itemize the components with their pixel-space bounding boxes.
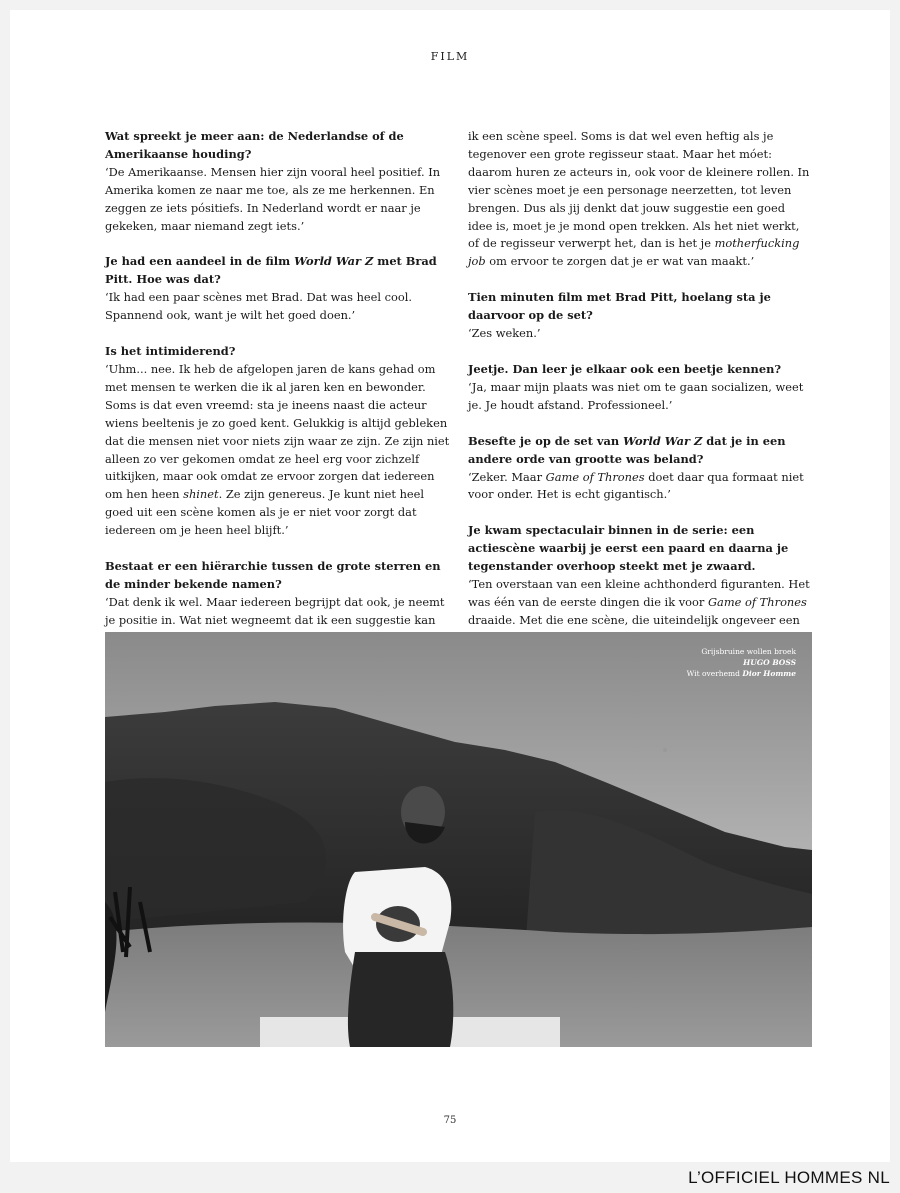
answer: ‘Ja, maar mijn plaats was niet om te gaan socializen, weet je. Je houdt afstand. Professioneel.’: [468, 379, 804, 412]
brand-credit: Dior Homme: [742, 669, 796, 678]
magazine-page: [10, 10, 890, 1162]
brand-credit: HUGO BOSS: [743, 658, 796, 667]
question: Jeetje. Dan leer je elkaar ook een beetje kennen?: [468, 361, 782, 376]
text-column-right: [468, 128, 813, 648]
answer: ‘Zes weken.’: [468, 326, 541, 341]
page-number: 75: [443, 1115, 457, 1126]
question: Tien minuten film met Brad Pitt, hoelang sta je daarvoor op de set?: [468, 290, 771, 323]
answer: ‘Ik had een paar scènes met Brad. Dat was heel cool. Spannend ook, want je wilt het goed doen.’: [105, 290, 413, 323]
text-column-left: [105, 128, 450, 648]
question: Bestaat er een hiërarchie tussen de grote sterren en de minder bekende namen?: [105, 559, 441, 591]
answer: ‘Dat denk ik wel. Maar iedereen begrijpt dat ook, je neemt je positie in. Wat niet wegneemt dat ik een suggestie kan: [105, 594, 445, 627]
question: Je kwam spectaculair binnen in de serie: een actiescène waarbij je eerst een paard en daarna je tegenstander overhoop steekt met je zwaard.: [468, 523, 789, 574]
answer: ‘Uhm... nee. Ik heb de afgelopen jaren de kans gehad om met mensen te werken die ik al jaren ken en bewonder. Soms is dat even vreemd: sta je ineens naast die acteur wiens beeltenis je zo goed kent. Gelukkig is altijd gebleken dat die mensen niet voor niets zijn waar ze zijn. Ze zijn niet alleen zo ver gekomen omdat ze heel erg voor zichzelf uitkijken, maar ook omdat ze ervoor zorgen dat iedereen om hen heen shinet. Ze zijn genereus. Je kunt niet heel goed uit een scène komen als je er niet voor zorgt dat iedereen om je heen heel blijft.’: [105, 361, 450, 538]
answer: ik een scène speel. Soms is dat wel even heftig als je tegenover een grote regisseur staat. Maar het móet: daarom huren ze acteurs in, ook voor de kleinere rollen. In vier scènes moet je een personage neerzetten, tot leven brengen. Dus als jij denkt dat jouw suggestie een goed idee is, moet je je mond open trekken. Als het niet werkt, of de regisseur verwerpt het, dan is het je motherfucking job om ervoor te zorgen dat je er wat van maakt.’: [468, 129, 810, 269]
magazine-brand: L’OFFICIEL HOMMES NL: [688, 1168, 890, 1187]
film-title: World War Z: [294, 254, 374, 269]
answer: ‘Zeker. Maar Game of Thrones doet daar qua formaat niet voor onder. Het is echt gigantisch.’: [468, 469, 804, 502]
answer: ‘Ten overstaan van een kleine achthonderd figuranten. Het was één van de eerste dingen die ik voor Game of Thrones draaide. Met die ene scène, die uiteindelijk ongeveer een: [468, 577, 810, 627]
question: Wat spreekt je meer aan: de Nederlandse of de Amerikaanse houding?: [105, 129, 404, 161]
answer: ‘De Amerikaanse. Mensen hier zijn vooral heel positief. In Amerika komen ze naar me toe, als ze me herkennen. En zeggen ze iets pósitiefs. In Nederland wordt er naar je gekeken, maar niemand zegt iets.’: [105, 164, 441, 233]
question: Is het intimiderend?: [105, 344, 236, 359]
film-title: World War Z: [623, 433, 703, 448]
photo-caption: Grijsbruine wollen broek HUGO BOSS Wit overhemd Dior Homme: [686, 647, 796, 678]
question: Besefte je op de set van World War Z dat je in een andere orde van grootte was beland?: [468, 433, 786, 466]
section-header: FILM: [430, 50, 470, 63]
photo: [105, 632, 812, 1047]
landscape-photo-illustration: [105, 632, 812, 1047]
question: Je had een aandeel in de film World War Z met Brad Pitt. Hoe was dat?: [105, 254, 437, 287]
